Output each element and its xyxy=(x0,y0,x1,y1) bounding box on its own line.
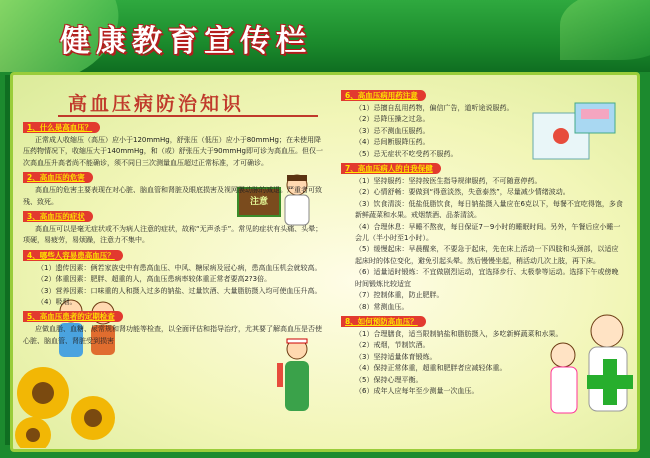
section-heading: 4、哪些人容易患高血压？ xyxy=(23,250,123,261)
section-text: （4）保持正常体重，超重和肥胖者应减轻体重。 xyxy=(355,364,507,373)
section-text: （1）遗传因素：俩若家族史中有患高血压、中风、糖尿病及冠心病，患高血压机会就较高。 xyxy=(37,263,322,272)
section-text: （5）保持心理平衡。 xyxy=(355,375,423,384)
section-heading: 6、高血压病用药注意 xyxy=(341,90,426,101)
nurse-syringe-icon xyxy=(273,333,319,448)
section-text: 应做血脂、血糖、尿常规和肾功能等检查，以全面评估和指导治疗，尤其要了解高血压是否使心脏、脑血管、肾脏受到损害 xyxy=(23,325,322,345)
section-text: （5）忌无症状不吃受药不服药。 xyxy=(355,149,458,158)
section-text: （1）坚持服药：坚持按医生指导规律服药，不可随意停药。 xyxy=(355,177,542,186)
section-text: （4）合理休息：早睡不熬夜，每日保证7－9小时的睡眠时间。另外，午餐后应小睡一会儿（半小时至1小时）。 xyxy=(355,222,621,243)
section-heading: 3、高血压的症状 xyxy=(23,211,93,222)
section-heading: 2、高血压的危害 xyxy=(23,172,93,183)
section-text: 高血压可以是毫无症状或不为病人注意的症状，故称“无声杀手”。常见的症状有头痛、头晕；项硬，易疲劳，易烦躁，注意力不集中。 xyxy=(23,225,323,245)
section-text: 高血压的危害主要表现在对心脏、脑血管和肾脏及眼底损害及视网膜动脉的减退。严重者可致残、致死。 xyxy=(23,186,322,206)
section-text: （8）常测血压。 xyxy=(355,302,409,311)
section-text: （6）适量适时锻炼：不宜做剧烈运动，宜选择步行、太极拳等运动。选择下午或傍晚时间锻炼比较适宜 xyxy=(355,268,619,288)
section-heading: 1、什么是高血压？ xyxy=(23,122,100,133)
header-banner xyxy=(0,0,650,72)
notice-sign: 注意 xyxy=(237,187,281,217)
section-heading: 8、如何预防高血压？ xyxy=(341,316,426,327)
section-text: （7）控制体重，防止肥胖。 xyxy=(355,291,444,300)
section-text: （3）坚持适量体育锻炼。 xyxy=(355,352,437,361)
section-text: （2）心情舒畅：要做到“得意淡然，失意泰然”，尽量减少情绪波动。 xyxy=(355,188,570,197)
section-text: （3）营养因素：口味重的人和摄入过多的钠盐、过量饮酒、大量脂肪摄入均可使血压升高。 xyxy=(37,286,322,295)
page-title: 健康教育宣传栏 xyxy=(60,24,312,59)
section-text: （1）忌擅自乱用药物，偏信广告，道听途说服药。 xyxy=(355,104,514,112)
section-text: （2）戒烟，节制饮酒。 xyxy=(355,341,430,350)
section-text: （3）忌不测血压服药。 xyxy=(355,126,430,135)
content-board xyxy=(10,72,640,452)
main-title: 高血压病防治知识 xyxy=(68,93,245,115)
right-column xyxy=(341,87,623,397)
title-underline xyxy=(58,115,318,117)
section-text: （2）忌降压操之过急。 xyxy=(355,115,430,124)
section-text: 正常成人收缩压（高压）应小于120mmHg，舒张压（低压）应小于80mmHg；在未使用降压药物情况下，收缩压大于140mmHg，和（或）舒张压大于90mmHg即可诊为高血压。但仅一次高血压升高者尚不能确诊，须不同日三次测量血压超过正常标准，才可确诊。 xyxy=(23,136,323,167)
left-column xyxy=(23,119,323,347)
section-heading: 7、高血压病人的自我保健 xyxy=(341,163,441,174)
leaf-decoration xyxy=(560,0,650,60)
section-text: （4）忌间断服降压药。 xyxy=(355,138,430,147)
section-text: （5）缓慢起床：早晨醒来，不要急于起床，先在床上活动一下四肢和头颈部，以适应起床时的体位变化，避免引起头晕。然后慢慢坐起，稍活动几次上肢，再下床。 xyxy=(355,245,619,265)
section-text: （3）饮食清淡：低盐低脂饮食，每日钠盐摄入量应在6克以下，每餐不宜吃得饱，多食新鲜蔬菜和水果。戒烟禁酒、品茶清淡。 xyxy=(355,199,623,220)
section-text: （6）成年人应每年至少测量一次血压。 xyxy=(355,386,479,395)
section-heading: 5、高血压患者的定期检查 xyxy=(23,311,123,322)
section-text: （4）吸烟。 xyxy=(37,298,77,307)
section-text: （1）合理膳食，适当限制钠盐和脂肪摄入，多吃新鲜蔬菜和水果。 xyxy=(355,329,563,338)
section-text: （2）体重因素：肥胖、超重的人，高血压患病率较体重正常者要高2?3倍。 xyxy=(37,275,272,284)
